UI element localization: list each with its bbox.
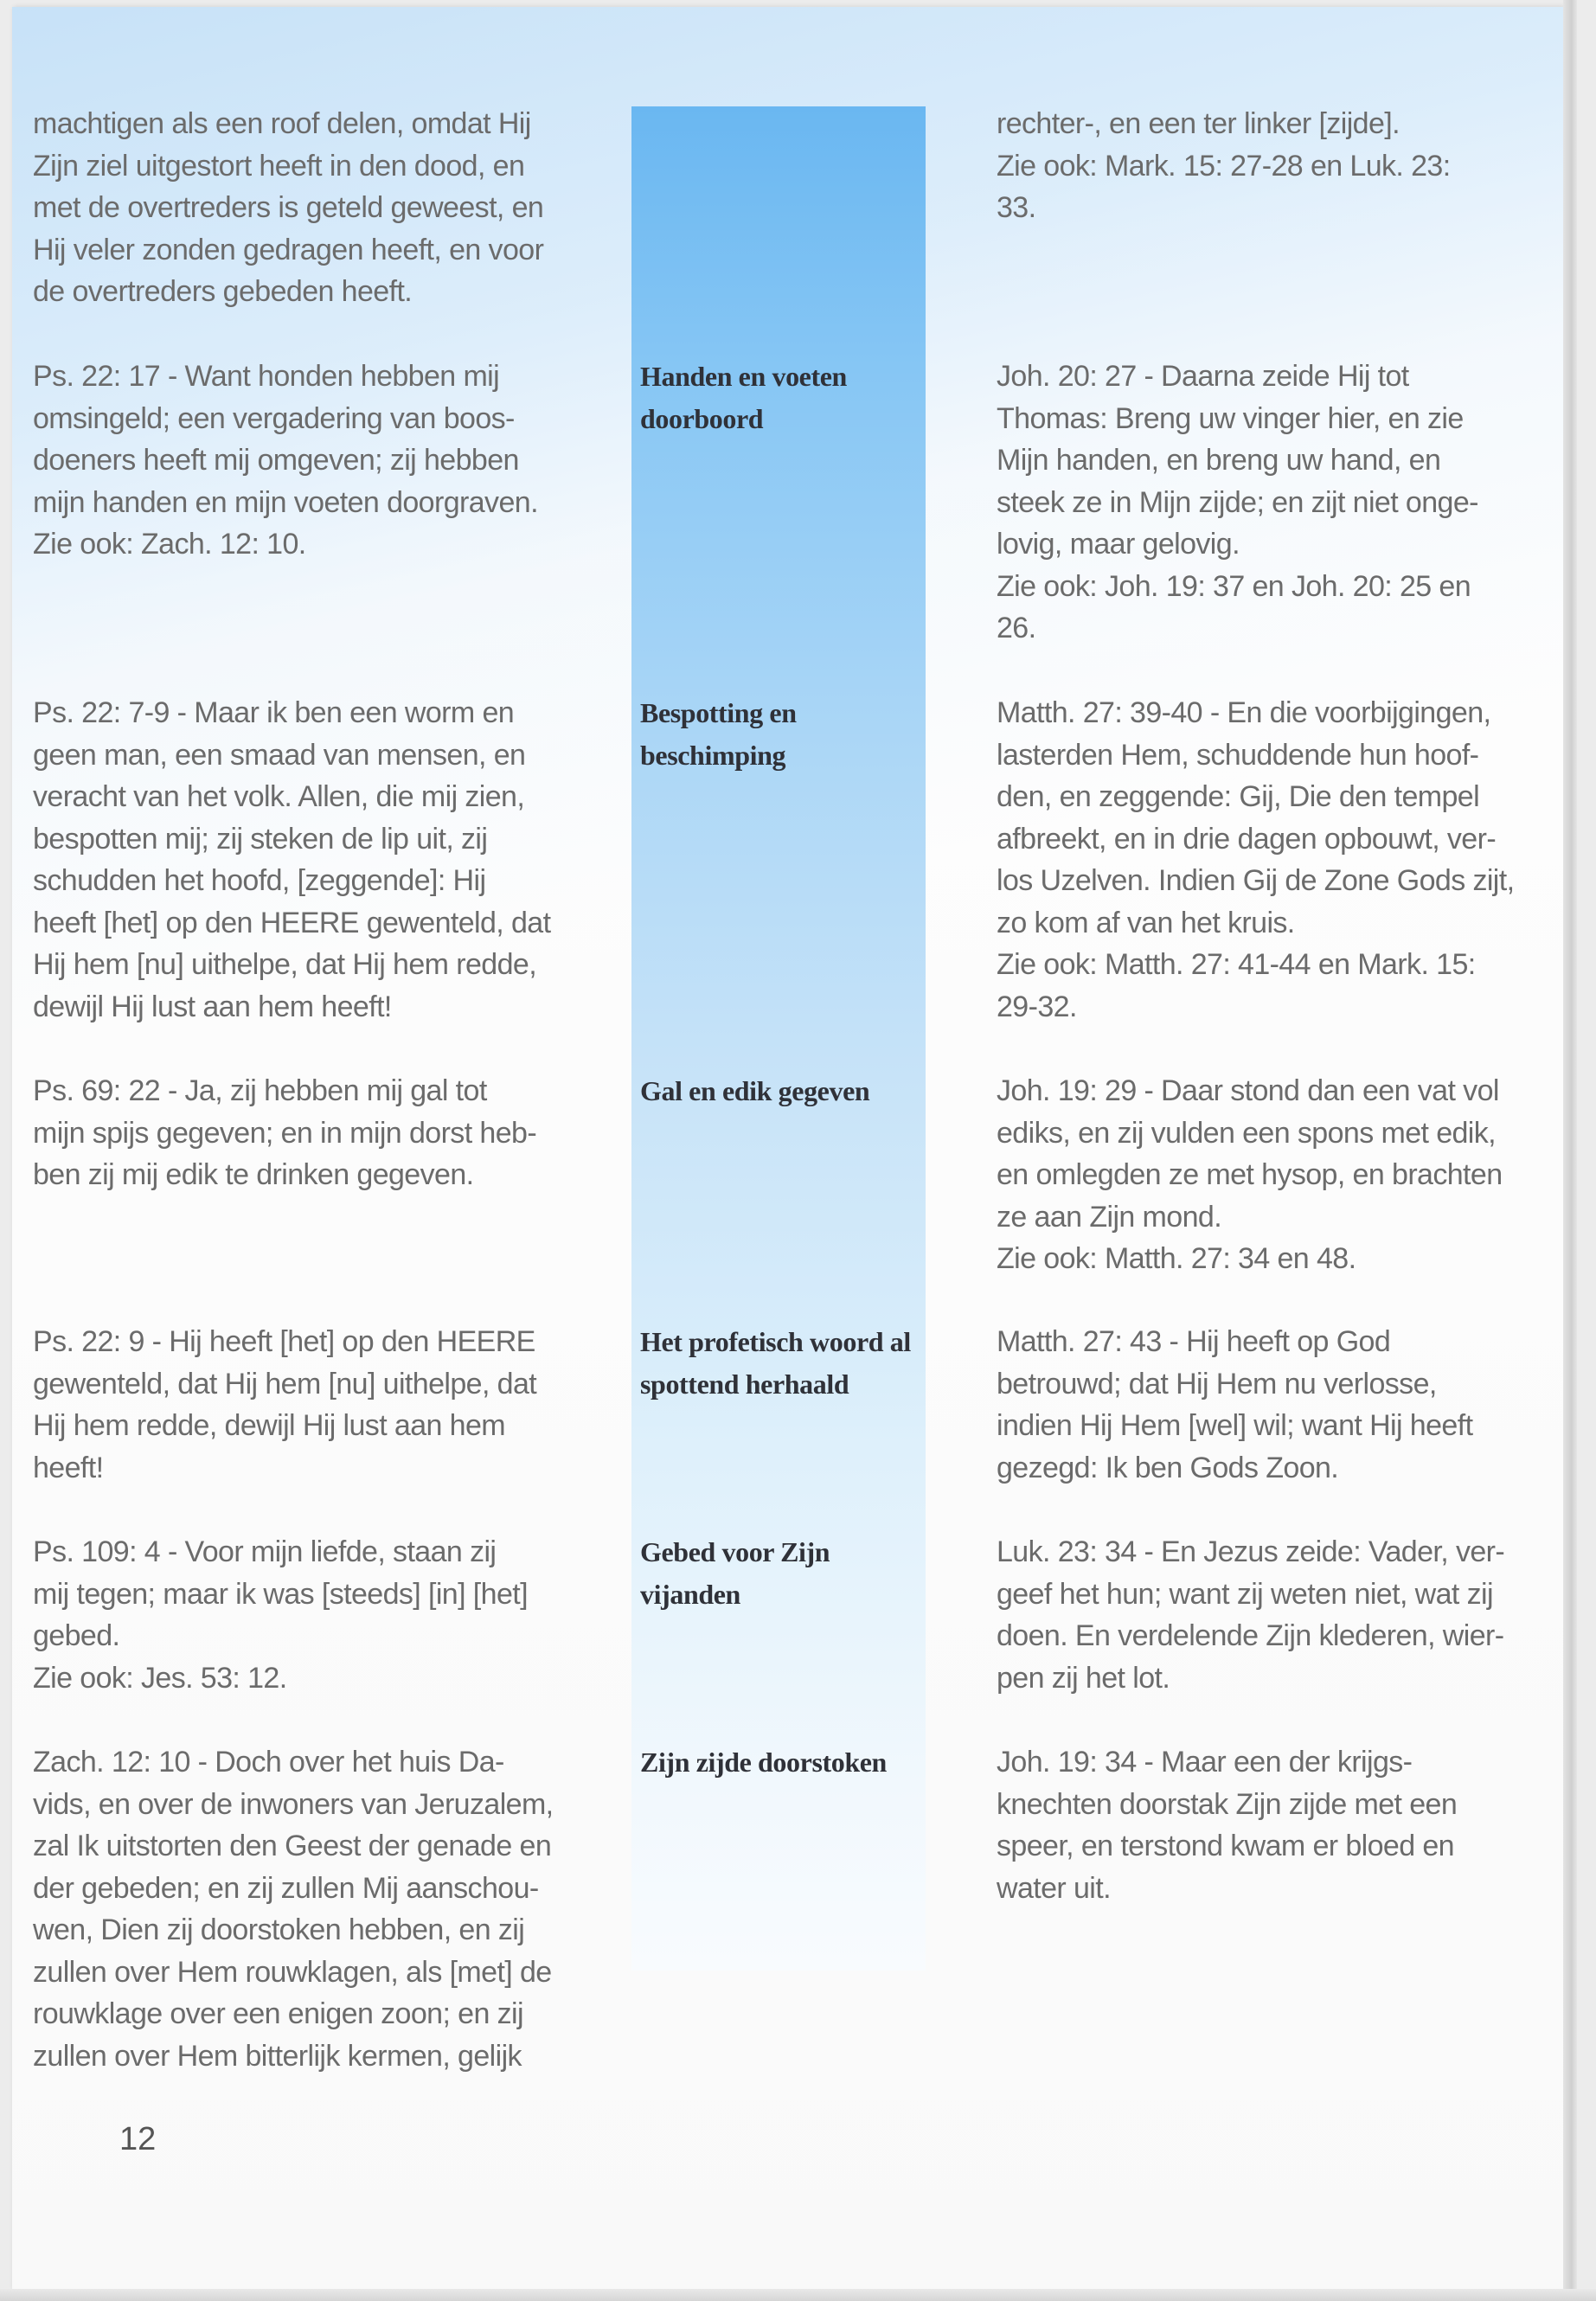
page-edge-shadow [1563,0,1577,2301]
fulfillment-text: Luk. 23: 34 - En Jezus zeide: Vader, ver- geef het hun; want zij weten niet, wat zij doen. En verdelende Zijn klederen, wier- pen zij het lot. [997,1535,1505,1695]
theme-heading: Bespotting en beschimping [640,697,797,771]
prophecy-text: Ps. 69: 22 - Ja, zij hebben mij gal tot mijn spijs gegeven; en in mijn dorst heb- ben zij mij edik te drinken gegeven. [33,1074,537,1191]
theme-heading: Zijn zijde doorstoken [640,1747,887,1778]
intro-fulfillment-text: rechter-, en een ter linker [zijde]. Zie ook: Mark. 15: 27-28 en Luk. 23: 33. [997,107,1451,224]
prophecy-text: Zach. 12: 10 - Doch over het huis Da- vids, en over de inwoners van Jeruzalem, zal Ik uitstorten den Geest der genade en der gebeden; en zij zullen Mij aanschou- wen, Dien zij doorstoken hebben, en zij zullen over Hem rouwklagen, als [met] de rouwklage over een enigen zoon; en zij zullen over Hem bitterlijk kermen, gelijk [33,1746,554,2073]
theme-heading: Gebed voor Zijn vijanden [640,1536,830,1610]
prophecy-text: Ps. 109: 4 - Voor mijn liefde, staan zij mij tegen; maar ik was [steeds] [in] [het] gebed. Zie ook: Jes. 53: 12. [33,1535,528,1695]
page-bottom-edge [0,2289,1596,2301]
theme-heading: Handen en voeten doorboord [640,361,847,434]
fulfillment-text: Joh. 19: 34 - Maar een der krijgs- knechten doorstak Zijn zijde met een speer, en terstond kwam er bloed en water uit. [997,1746,1458,1905]
fulfillment-text: Joh. 19: 29 - Daar stond dan een vat vol ediks, en zij vulden een spons met edik, en omlegden ze met hysop, en brachten ze aan Zijn mond. Zie ook: Matth. 27: 34 en 48. [997,1074,1503,1275]
prophecy-text: Ps. 22: 7-9 - Maar ik ben een worm en geen man, een smaad van mensen, en veracht van het volk. Allen, die mij zien, bespotten mij; zij steken de lip uit, zij schudden het hoofd, [zeggende]: Hij heeft [het] op den HEERE gewenteld, dat Hij hem [nu] uithelpe, dat Hij hem redde, dewijl Hij lust aan hem heeft! [33,696,551,1023]
prophecy-text: Ps. 22: 17 - Want honden hebben mij omsingeld; een vergadering van boos- doeners heeft mij omgeven; zij hebben mijn handen en mijn voeten doorgraven. Zie ook: Zach. 12: 10. [33,360,538,561]
theme-heading: Het profetisch woord al spottend herhaald [640,1326,911,1400]
intro-prophecy-text: machtigen als een roof delen, omdat Hij Zijn ziel uitgestort heeft in den dood, en met de overtreders is geteld geweest, en Hij veler zonden gedragen heeft, en voor de overtreders gebeden heeft. [33,107,544,308]
fulfillment-text: Joh. 20: 27 - Daarna zeide Hij tot Thomas: Breng uw vinger hier, en zie Mijn handen, en breng uw hand, en steek ze in Mijn zijde; en zijt niet onge- lovig, maar gelovig. Zie ook: Joh. 19: 37 en Joh. 20: 25 en 26. [997,360,1478,644]
fulfillment-text: Matth. 27: 39-40 - En die voorbijgingen, lasterden Hem, schuddende hun hoof- den, en zeggende: Gij, Die den tempel afbreekt, en in drie dagen opbouwt, ver- los Uzelven. Indien Gij de Zone Gods zijt, zo kom af van het kruis. Zie ook: Matth. 27: 41-44 en Mark. 15: 29-32. [997,696,1515,1023]
document-page [12,7,1563,2289]
fulfillment-text: Matth. 27: 43 - Hij heeft op God betrouwd; dat Hij Hem nu verlosse, indien Hij Hem [wel] wil; want Hij heeft gezegd: Ik ben Gods Zoon. [997,1325,1473,1484]
page-number: 12 [119,2121,157,2157]
prophecy-text: Ps. 22: 9 - Hij heeft [het] op den HEERE gewenteld, dat Hij hem [nu] uithelpe, dat Hij hem redde, dewijl Hij lust aan hem heeft! [33,1325,537,1484]
theme-heading: Gal en edik gegeven [640,1075,870,1106]
